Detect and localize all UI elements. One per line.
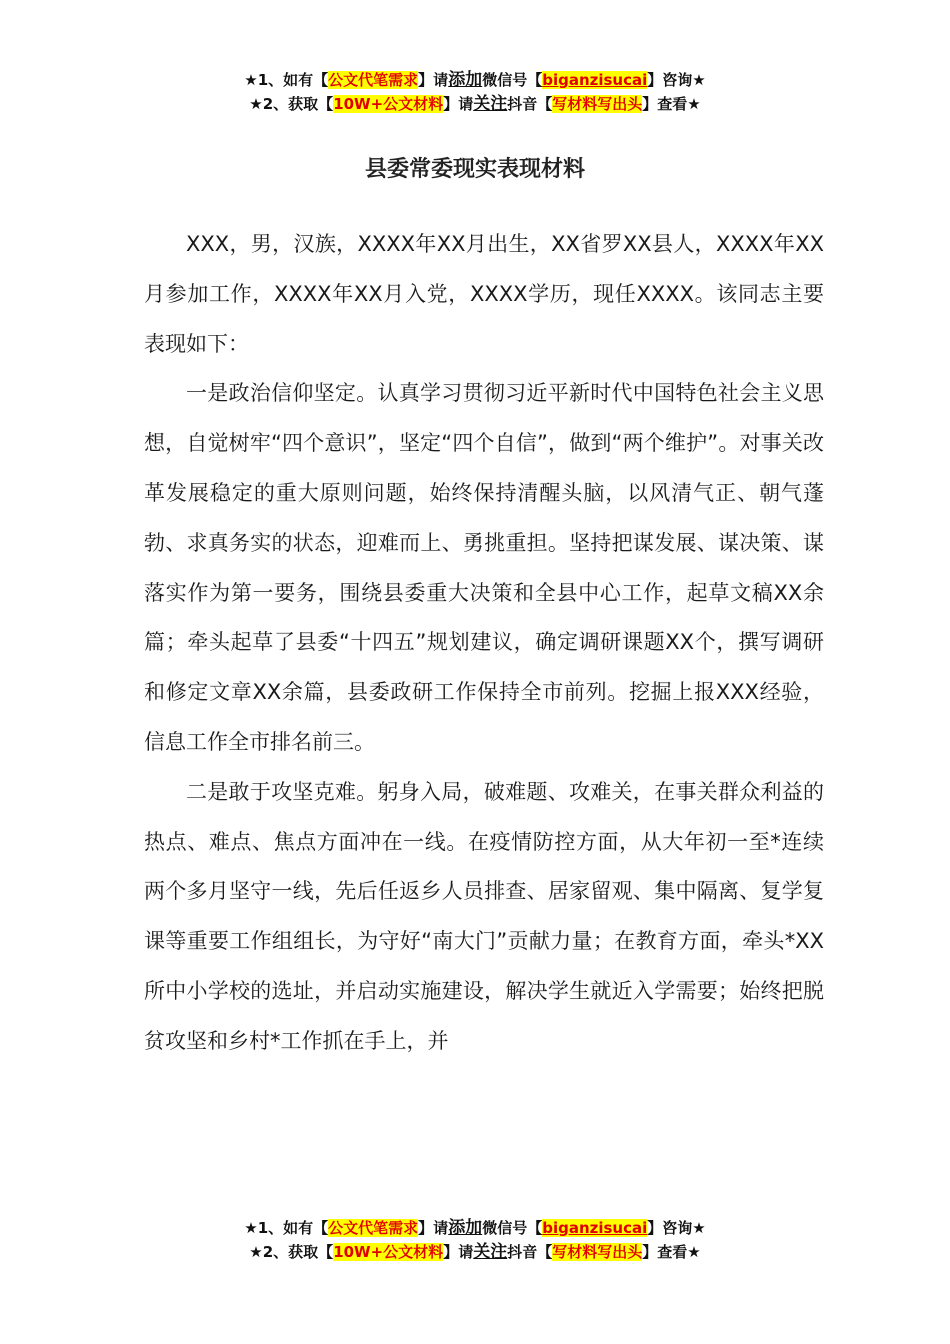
banner-line-1: ★1、如有【公文代笔需求】请添加微信号【biganzisucai】咨询★	[244, 70, 706, 90]
wechat-id-link[interactable]: biganzisucai	[542, 71, 648, 89]
banner-highlight-materials: 10W+公文材料	[333, 95, 444, 113]
banner-highlight-service: 公文代笔需求	[328, 71, 419, 89]
paragraph-tackle-difficulties: 二是敢于攻坚克难。躬身入局，破难题、攻难关，在事关群众利益的热点、难点、焦点方面冲在一线。在疫情防控方面，从大年初一至*连续两个多月坚守一线，先后任返乡人员排查、居家留观、集中隔离、复学复课等重要工作组组长，为守好“南大门”贡献力量；在教育方面，牵头*XX所中小学校的选址，并启动实施建设，解决学生就近入学需要；始终把脱贫攻坚和乡村*工作抓在手上，并	[144, 779, 824, 1053]
douyin-account-highlight[interactable]: 写材料写出头	[552, 95, 643, 113]
document-title: 县委常委现实表现材料	[364, 157, 585, 182]
footer-douyin-account-highlight[interactable]: 写材料写出头	[552, 1243, 643, 1261]
footer-wechat-id-link[interactable]: biganzisucai	[542, 1219, 648, 1237]
banner-line-2: ★2、获取【10W+公文材料】请关注抖音【写材料写出头】查看★	[249, 94, 701, 114]
footer-highlight-service: 公文代笔需求	[328, 1219, 419, 1237]
footer-banner	[0, 1216, 950, 1264]
document-body	[144, 220, 824, 1067]
paragraph-intro: XXX，男，汉族，XXXX年XX月出生，XX省罗XX县人，XXXX年XX月参加工作，XXXX年XX月入党，XXXX学历，现任XXXX。该同志主要表现如下：	[144, 232, 824, 356]
footer-banner-line-2: ★2、获取【10W+公文材料】请关注抖音【写材料写出头】查看★	[249, 1242, 701, 1262]
footer-banner-line-1: ★1、如有【公文代笔需求】请添加微信号【biganzisucai】咨询★	[244, 1218, 706, 1238]
header-banner	[0, 68, 950, 116]
footer-highlight-materials: 10W+公文材料	[333, 1243, 444, 1261]
paragraph-political-belief: 一是政治信仰坚定。认真学习贯彻习近平新时代中国特色社会主义思想，自觉树牢“四个意识”，坚定“四个自信”，做到“两个维护”。对事关改革发展稳定的重大原则问题，始终保持清醒头脑，以风清气正、朝气蓬勃、求真务实的状态，迎难而上、勇挑重担。坚持把谋发展、谋决策、谋落实作为第一要务，围绕县委重大决策和全县中心工作，起草文稿XX余篇；牵头起草了县委“十四五”规划建议，确定调研课题XX个，撰写调研和修定文章XX余篇，县委政研工作保持全市前列。挖掘上报XXX经验，信息工作全市排名前三。	[144, 381, 824, 754]
